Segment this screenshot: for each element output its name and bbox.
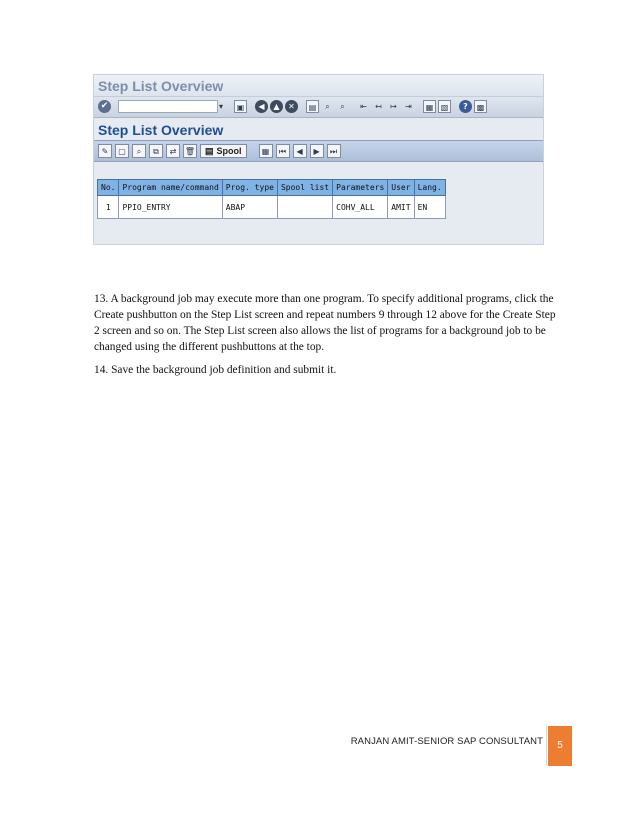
last-page-icon[interactable]: ⏭ (327, 144, 341, 158)
last-page-icon[interactable]: ⇥ (405, 102, 412, 111)
chevron-down-icon[interactable]: ▾ (219, 102, 224, 111)
find-next-icon[interactable]: ⌕ (340, 102, 345, 111)
paragraph-step-14: 14. Save the background job definition and submit it. (94, 364, 337, 376)
next-page-icon[interactable]: ↦ (390, 102, 397, 111)
column-header[interactable]: User (388, 180, 414, 196)
enter-icon[interactable]: ✔ (98, 100, 111, 113)
table-cell[interactable]: 1 (98, 196, 119, 219)
paragraph-step-13: 13. A background job may execute more than one program. To specify additional programs, click the Create pushbutton on the Step List screen and repeat numbers 9 through 12 above for the Create Step 2 screen and so on. The Step List screen also allows the list of programs for a background job to be changed using the different pushbuttons at the top. (94, 293, 556, 353)
table-cell[interactable] (277, 196, 332, 219)
create-icon[interactable]: ▢ (115, 144, 129, 158)
table-cell[interactable]: ABAP (222, 196, 277, 219)
copy-icon[interactable]: ⧉ (149, 144, 163, 158)
previous-page-icon[interactable]: ◀ (293, 144, 307, 158)
column-header[interactable]: Spool list (277, 180, 332, 196)
shortcut-icon[interactable]: ▧ (438, 100, 451, 113)
column-header[interactable]: Program name/command (119, 180, 222, 196)
help-icon[interactable]: ? (459, 100, 472, 113)
delete-icon[interactable]: 🗑 (183, 144, 197, 158)
command-field[interactable] (118, 100, 218, 113)
back-icon[interactable]: ◀ (255, 100, 268, 113)
next-page-icon[interactable]: ▶ (310, 144, 324, 158)
footer-author: RANJAN AMIT-SENIOR SAP CONSULTANT (350, 736, 543, 747)
display-icon[interactable]: ⌕ (132, 144, 146, 158)
table-cell[interactable]: AMIT (388, 196, 414, 219)
column-header[interactable]: Parameters (333, 180, 388, 196)
window-title: Step List Overview (94, 75, 543, 97)
system-toolbar (94, 97, 543, 118)
table-cell[interactable]: EN (414, 196, 445, 219)
first-page-icon[interactable]: ⏮ (276, 144, 290, 158)
first-page-icon[interactable]: ⇤ (360, 102, 367, 111)
exit-icon[interactable]: ▲ (270, 100, 283, 113)
replace-icon[interactable]: ⇄ (166, 144, 180, 158)
page-title: Step List Overview (94, 118, 543, 140)
spool-label: Spool (216, 146, 242, 156)
column-header[interactable]: Prog. type (222, 180, 277, 196)
table-cell[interactable]: PPIO_ENTRY (119, 196, 222, 219)
layout-icon[interactable]: ▦ (259, 144, 273, 158)
application-toolbar (94, 140, 543, 162)
print-icon[interactable]: ▤ (306, 100, 319, 113)
step-list-table (97, 179, 446, 219)
create-session-icon[interactable]: ▦ (423, 100, 436, 113)
save-icon[interactable]: ▣ (234, 100, 247, 113)
spool-button[interactable] (200, 144, 247, 158)
footer-divider (546, 726, 547, 766)
table-header-row (98, 180, 446, 196)
printer-icon: ▤ (205, 146, 214, 156)
change-icon[interactable]: ✎ (98, 144, 112, 158)
previous-page-icon[interactable]: ↤ (375, 102, 382, 111)
find-icon[interactable]: ⌕ (325, 102, 330, 111)
cancel-icon[interactable]: ✕ (285, 100, 298, 113)
table-cell[interactable]: COHV_ALL (333, 196, 388, 219)
sap-screenshot (93, 74, 544, 245)
page-number: 5 (548, 726, 572, 766)
table-row[interactable] (98, 196, 446, 219)
column-header[interactable]: Lang. (414, 180, 445, 196)
layout-menu-icon[interactable]: ▩ (474, 100, 487, 113)
column-header[interactable]: No. (98, 180, 119, 196)
